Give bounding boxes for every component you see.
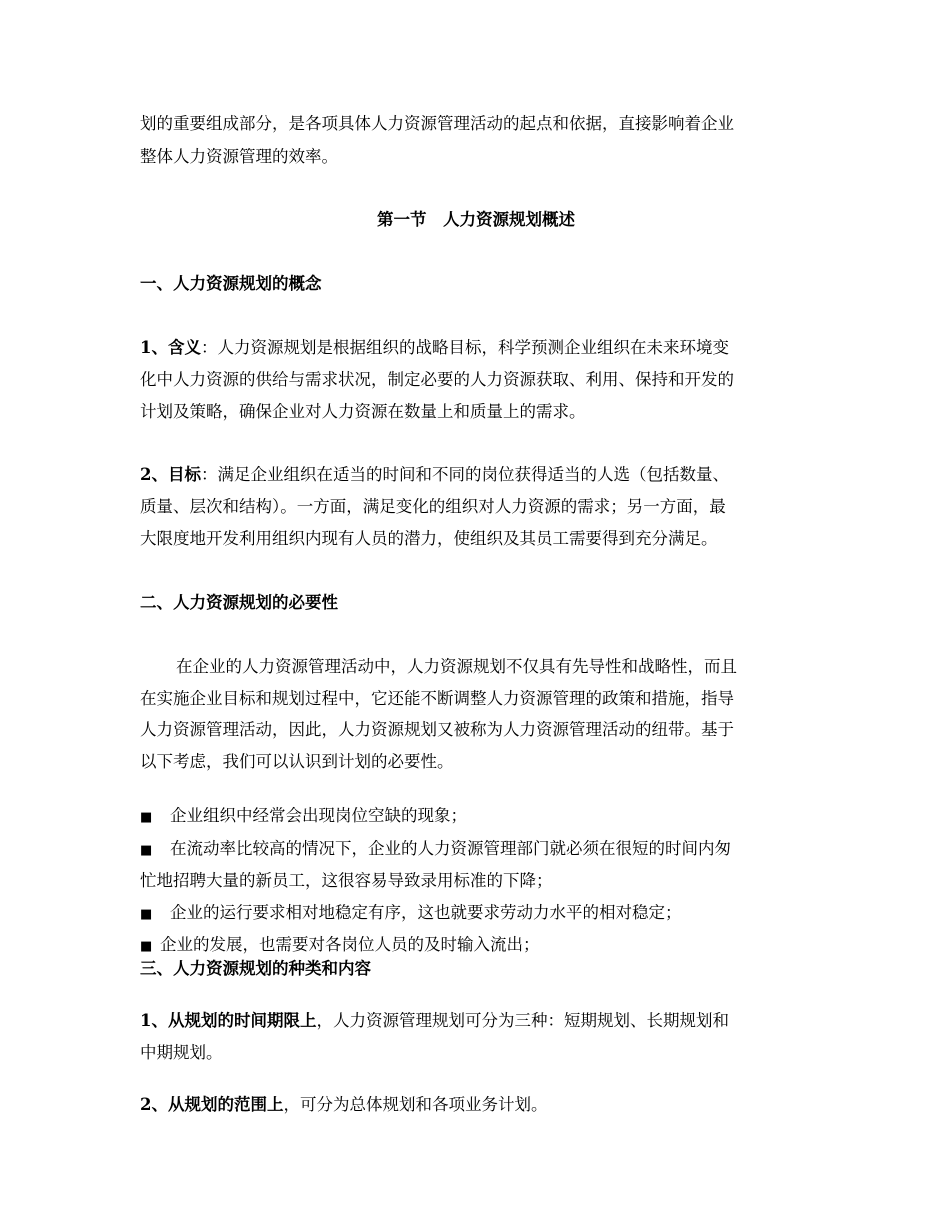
necessity-para-line-1: 在企业的人力资源管理活动中，人力资源规划不仅具有先导性和战略性，而且 bbox=[176, 657, 737, 676]
definition-line-3: 计划及策略，确保企业对人力资源在数量上和质量上的需求。 bbox=[140, 402, 586, 421]
bullet-text: 在流动率比较高的情况下，企业的人力资源管理部门就必须在很短的时间内匆 bbox=[170, 839, 731, 858]
definition-label: 1、含义 bbox=[140, 338, 201, 357]
bullet-square-icon: ■ bbox=[140, 907, 153, 922]
types-item-1-label: 1、从规划的时间期限上 bbox=[140, 1011, 317, 1030]
bullet-square-icon: ■ bbox=[140, 939, 153, 954]
types-item-2-label: 2、从规划的范围上 bbox=[140, 1095, 284, 1114]
bullet-item-4 bbox=[140, 934, 812, 958]
definition-line-1 bbox=[140, 337, 812, 359]
types-item-1-text: ，人力资源管理规划可分为三种：短期规划、长期规划和 bbox=[316, 1011, 729, 1030]
bullet-item-3 bbox=[140, 902, 812, 926]
goal-line-2: 质量、层次和结构）。一方面，满足变化的组织对人力资源的需求；另一方面，最 bbox=[140, 497, 726, 516]
goal-line-3: 大限度地开发利用组织内现有人员的潜力，使组织及其员工需要得到充分满足。 bbox=[140, 529, 718, 548]
types-item-2 bbox=[140, 1094, 812, 1116]
intro-line-1: 划的重要组成部分，是各项具体人力资源管理活动的起点和依据，直接影响着企业 bbox=[140, 114, 734, 133]
types-item-1-line-2: 中期规划。 bbox=[140, 1043, 223, 1062]
necessity-para-line-3: 人力资源管理活动，因此，人力资源规划又被称为人力资源管理活动的纽带。基于 bbox=[140, 720, 734, 739]
types-item-1-line-1 bbox=[140, 1010, 812, 1032]
necessity-para-line-2: 在实施企业目标和规划过程中，它还能不断调整人力资源管理的政策和措施，指导 bbox=[140, 689, 734, 708]
bullet-square-icon: ■ bbox=[140, 843, 153, 858]
goal-line-1 bbox=[140, 464, 812, 486]
definition-text: ：人力资源规划是根据组织的战略目标，科学预测企业组织在未来环境变 bbox=[200, 338, 729, 357]
bullet-item-1 bbox=[140, 805, 812, 829]
document-page bbox=[140, 0, 812, 1230]
bullet-text: 企业的运行要求相对地稳定有序，这也就要求劳动力水平的相对稳定； bbox=[170, 903, 682, 922]
heading-concept: 一、人力资源规划的概念 bbox=[140, 274, 322, 293]
bullet-square-icon: ■ bbox=[140, 810, 153, 825]
intro-line-2: 整体人力资源管理的效率。 bbox=[140, 147, 338, 166]
section-title: 第一节 人力资源规划概述 bbox=[377, 210, 575, 229]
heading-necessity: 二、人力资源规划的必要性 bbox=[140, 593, 338, 612]
types-item-2-text: ，可分为总体规划和各项业务计划。 bbox=[283, 1095, 548, 1114]
goal-text: ：满足企业组织在适当的时间和不同的岗位获得适当的人选（包括数量、 bbox=[200, 465, 729, 484]
necessity-para-line-4: 以下考虑，我们可以认识到计划的必要性。 bbox=[140, 752, 454, 771]
heading-types: 三、人力资源规划的种类和内容 bbox=[140, 959, 371, 978]
bullet-item-2-continued: 忙地招聘大量的新员工，这很容易导致录用标准的下降； bbox=[140, 871, 553, 890]
bullet-item-2 bbox=[140, 838, 812, 862]
bullet-text: 企业组织中经常会出现岗位空缺的现象； bbox=[170, 806, 467, 825]
goal-label: 2、目标 bbox=[140, 465, 201, 484]
definition-line-2: 化中人力资源的供给与需求状况，制定必要的人力资源获取、利用、保持和开发的 bbox=[140, 370, 734, 389]
bullet-text: 企业的发展，也需要对各岗位人员的及时输入流出； bbox=[160, 935, 540, 954]
